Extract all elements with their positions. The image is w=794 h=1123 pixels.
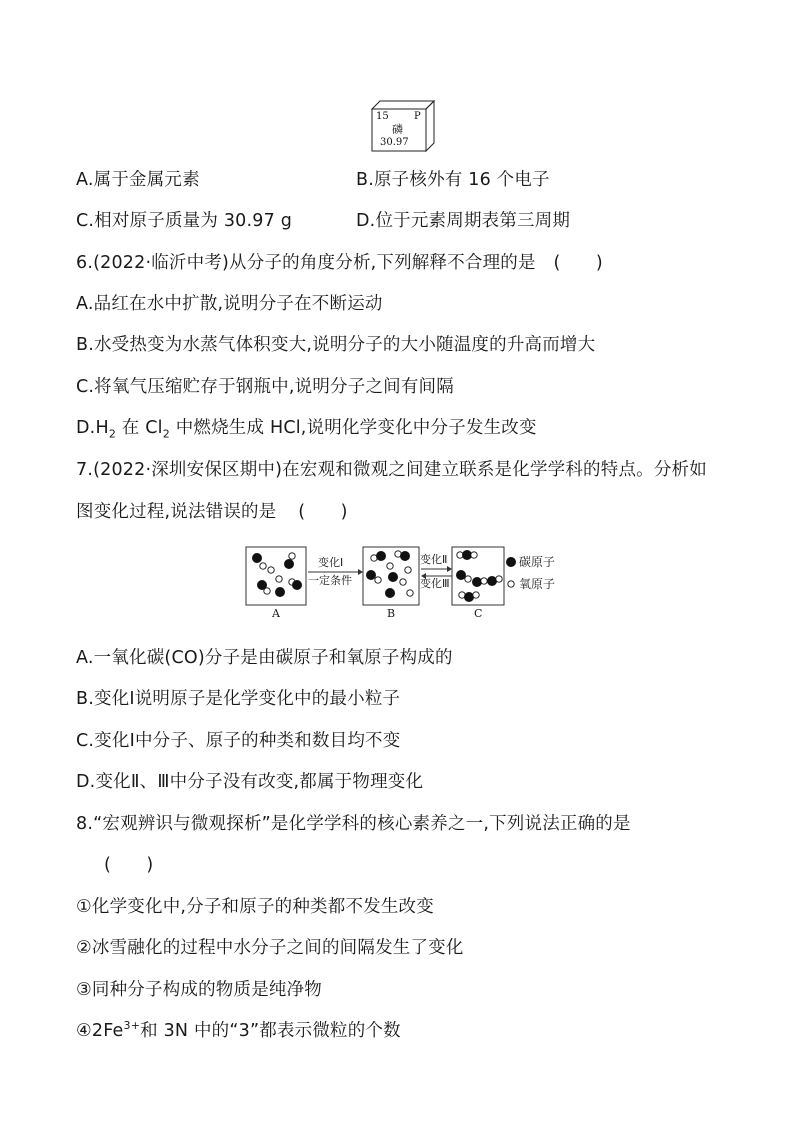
q8-item-4-pre: ④2Fe	[76, 1021, 124, 1041]
q8-item-3: ③同种分子构成的物质是纯净物	[76, 980, 322, 1000]
legend-carbon-symbol	[506, 557, 516, 567]
element-symbol: P	[414, 111, 421, 122]
q8-answer-blank: ( )	[104, 855, 154, 875]
q7-option-a: A.一氧化碳(CO)分子是由碳原子和氧原子构成的	[76, 648, 453, 668]
q8-item-4-sup: 3+	[123, 1019, 141, 1033]
q7-stem-text: 图变化过程,说法错误的是	[76, 502, 277, 522]
q6-option-d-mid: 在 Cl	[116, 418, 163, 438]
legend-oxygen-label: 氧原子	[519, 577, 556, 591]
q8-item-2: ②冰雪融化的过程中水分子之间的间隔发生了变化	[76, 938, 464, 958]
q6-stem-text: 6.(2022·临沂中考)从分子的角度分析,下列解释不合理的是	[76, 253, 536, 273]
q8-item-4-post: 和 3N 中的“3”都表示微粒的个数	[140, 1021, 401, 1041]
box-a-label: A	[272, 607, 280, 620]
q7-option-d: D.变化Ⅱ、Ⅲ中分子没有改变,都属于物理变化	[76, 772, 424, 792]
q6-option-d-pre: D.H	[76, 418, 109, 438]
box-c-label: C	[474, 607, 483, 620]
q7-option-c: C.变化Ⅰ中分子、原子的种类和数目均不变	[76, 731, 401, 751]
element-mass: 30.97	[380, 137, 409, 148]
q7-stem-line2	[76, 500, 348, 524]
q6-answer-blank: ( )	[553, 253, 603, 273]
element-number: 15	[376, 111, 389, 122]
legend-carbon-label: 碳原子	[519, 555, 556, 569]
q5-option-d: D.位于元素周期表第三周期	[356, 211, 571, 231]
box-b-label: B	[387, 607, 396, 620]
arrow-1-bottom-label: 一定条件	[308, 574, 352, 587]
q6-option-b: B.水受热变为水蒸气体积变大,说明分子的大小随温度的升高而增大	[76, 335, 596, 355]
arrow-1-top-label: 变化Ⅰ	[318, 556, 344, 569]
element-name: 磷	[392, 123, 403, 136]
arrow-2-top-label: 变化Ⅱ	[420, 553, 448, 566]
element-card-phosphorus	[370, 99, 436, 153]
q7-option-b: B.变化Ⅰ说明原子是化学变化中的最小粒子	[76, 689, 401, 709]
q6-option-d	[76, 416, 537, 440]
q8-item-1: ①化学变化中,分子和原子的种类都不发生改变	[76, 897, 434, 917]
legend-oxygen-symbol	[508, 581, 514, 587]
q6-option-d-sub1: 2	[108, 427, 117, 441]
q6-option-d-sub2: 2	[162, 427, 170, 441]
q8-stem: 8.“宏观辨识与微观探析”是化学学科的核心素养之一,下列说法正确的是	[76, 814, 631, 834]
q5-option-a: A.属于金属元素	[76, 170, 200, 190]
q6-option-c: C.将氧气压缩贮存于钢瓶中,说明分子之间有间隔	[76, 377, 454, 397]
q5-option-b: B.原子核外有 16 个电子	[356, 170, 550, 190]
q7-molecule-diagram	[240, 545, 590, 625]
q7-answer-blank: ( )	[298, 502, 348, 522]
q6-option-a: A.品红在水中扩散,说明分子在不断运动	[76, 294, 383, 314]
q8-item-4	[76, 1019, 401, 1043]
q5-option-c: C.相对原子质量为 30.97 g	[76, 211, 293, 231]
q6-stem	[76, 251, 603, 275]
arrow-2-bottom-label: 变化Ⅲ	[420, 577, 450, 590]
q6-option-d-post: 中燃烧生成 HCl,说明化学变化中分子发生改变	[169, 418, 537, 438]
q7-stem-line1: 7.(2022·深圳安保区期中)在宏观和微观之间建立联系是化学学科的特点。分析如	[76, 460, 707, 480]
